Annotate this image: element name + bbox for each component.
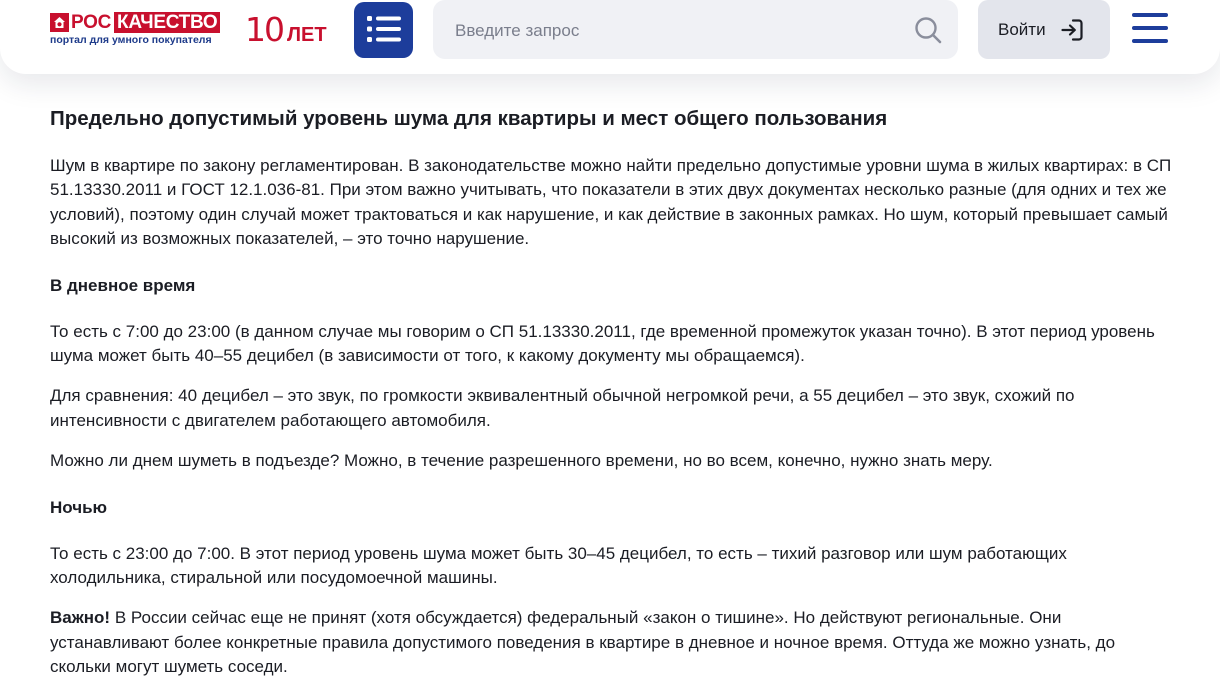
hamburger-menu-icon[interactable] — [1130, 11, 1170, 45]
search-icon[interactable] — [914, 16, 942, 44]
important-note — [50, 606, 1175, 679]
article-title: Предельно допустимый уровень шума для квартиры и мест общего пользования — [50, 107, 888, 130]
list-icon — [367, 15, 401, 46]
day-paragraph-1: То есть с 7:00 до 23:00 (в данном случае мы говорим о СП 51.13330.2011, где временной промежуток указан точно). В этот период уровень шума может быть 40–55 децибел (в зависимости от того, к какому документу мы обращаемся). — [50, 321, 1155, 366]
day-paragraph-2: Для сравнения: 40 децибел – это звук, по громкости эквивалентный обычной негромкой речи, а 55 децибел – это звук, схожий по интенсивности с двигателем работающего автомобиля. — [50, 386, 1075, 430]
logo-anniversary — [245, 12, 327, 48]
day-paragraph-3: Можно ли днем шуметь в подъезде? Можно, в течение разрешенного времени, но во всем, конечно, нужно знать меру. — [50, 451, 993, 471]
logo-brand-ros: РОС — [71, 12, 112, 33]
article-intro: Шум в квартире по закону регламентирован. В законодательстве можно найти предельно допустимые уровни шума в жилых квартирах: в СП 51.13330.2011 и ГОСТ 12.1.036-81. При этом важно учитывать, что показатели в этих двух документах несколько разные (для одних и тех же условий), поэтому один случай может трактоваться и как нарушение, и как действие в законных рамках. Но шум, который превышает самый высокий из возможных показателей, – это точно нарушение. — [50, 156, 1172, 249]
catalog-button[interactable] — [354, 2, 413, 58]
logo-tagline: портал для умного покупателя — [50, 34, 212, 46]
logo-brand — [50, 12, 220, 33]
section-heading-night: Ночью — [50, 497, 108, 517]
menu-line — [1132, 26, 1168, 30]
section-heading-day: В дневное время — [50, 275, 196, 295]
menu-line — [1132, 39, 1168, 43]
site-logo[interactable] — [50, 10, 327, 49]
logo-house-icon — [50, 13, 69, 32]
logo-years-word: ЛЕТ — [287, 24, 327, 46]
site-header — [0, 0, 1220, 74]
search-input[interactable] — [453, 0, 897, 61]
important-text: В России сейчас еще не принят (хотя обсуждается) федеральный «закон о тишине». Но действуют региональные. Они устанавливают более конкретные правила допустимого поведения в квартире в дневное и ночное время. Оттуда же можно узнать, до скольки могут шуметь соседи. — [50, 608, 1116, 677]
logo-brand-kachestvo: КАЧЕСТВО — [114, 12, 220, 33]
article-content — [50, 104, 1175, 680]
search-bar — [433, 0, 958, 59]
logo-years-number: 10 — [245, 10, 283, 49]
login-button[interactable] — [978, 0, 1110, 59]
important-label: Важно! — [50, 608, 111, 628]
night-paragraph-1: То есть с 23:00 до 7:00. В этот период уровень шума может быть 30–45 децибел, то есть – тихий разговор или шум работающих холодильника, стиральной или посудомоечной машины. — [50, 543, 1067, 588]
login-arrow-icon — [1060, 18, 1084, 42]
menu-line — [1132, 13, 1168, 17]
login-label: Войти — [998, 19, 1046, 39]
